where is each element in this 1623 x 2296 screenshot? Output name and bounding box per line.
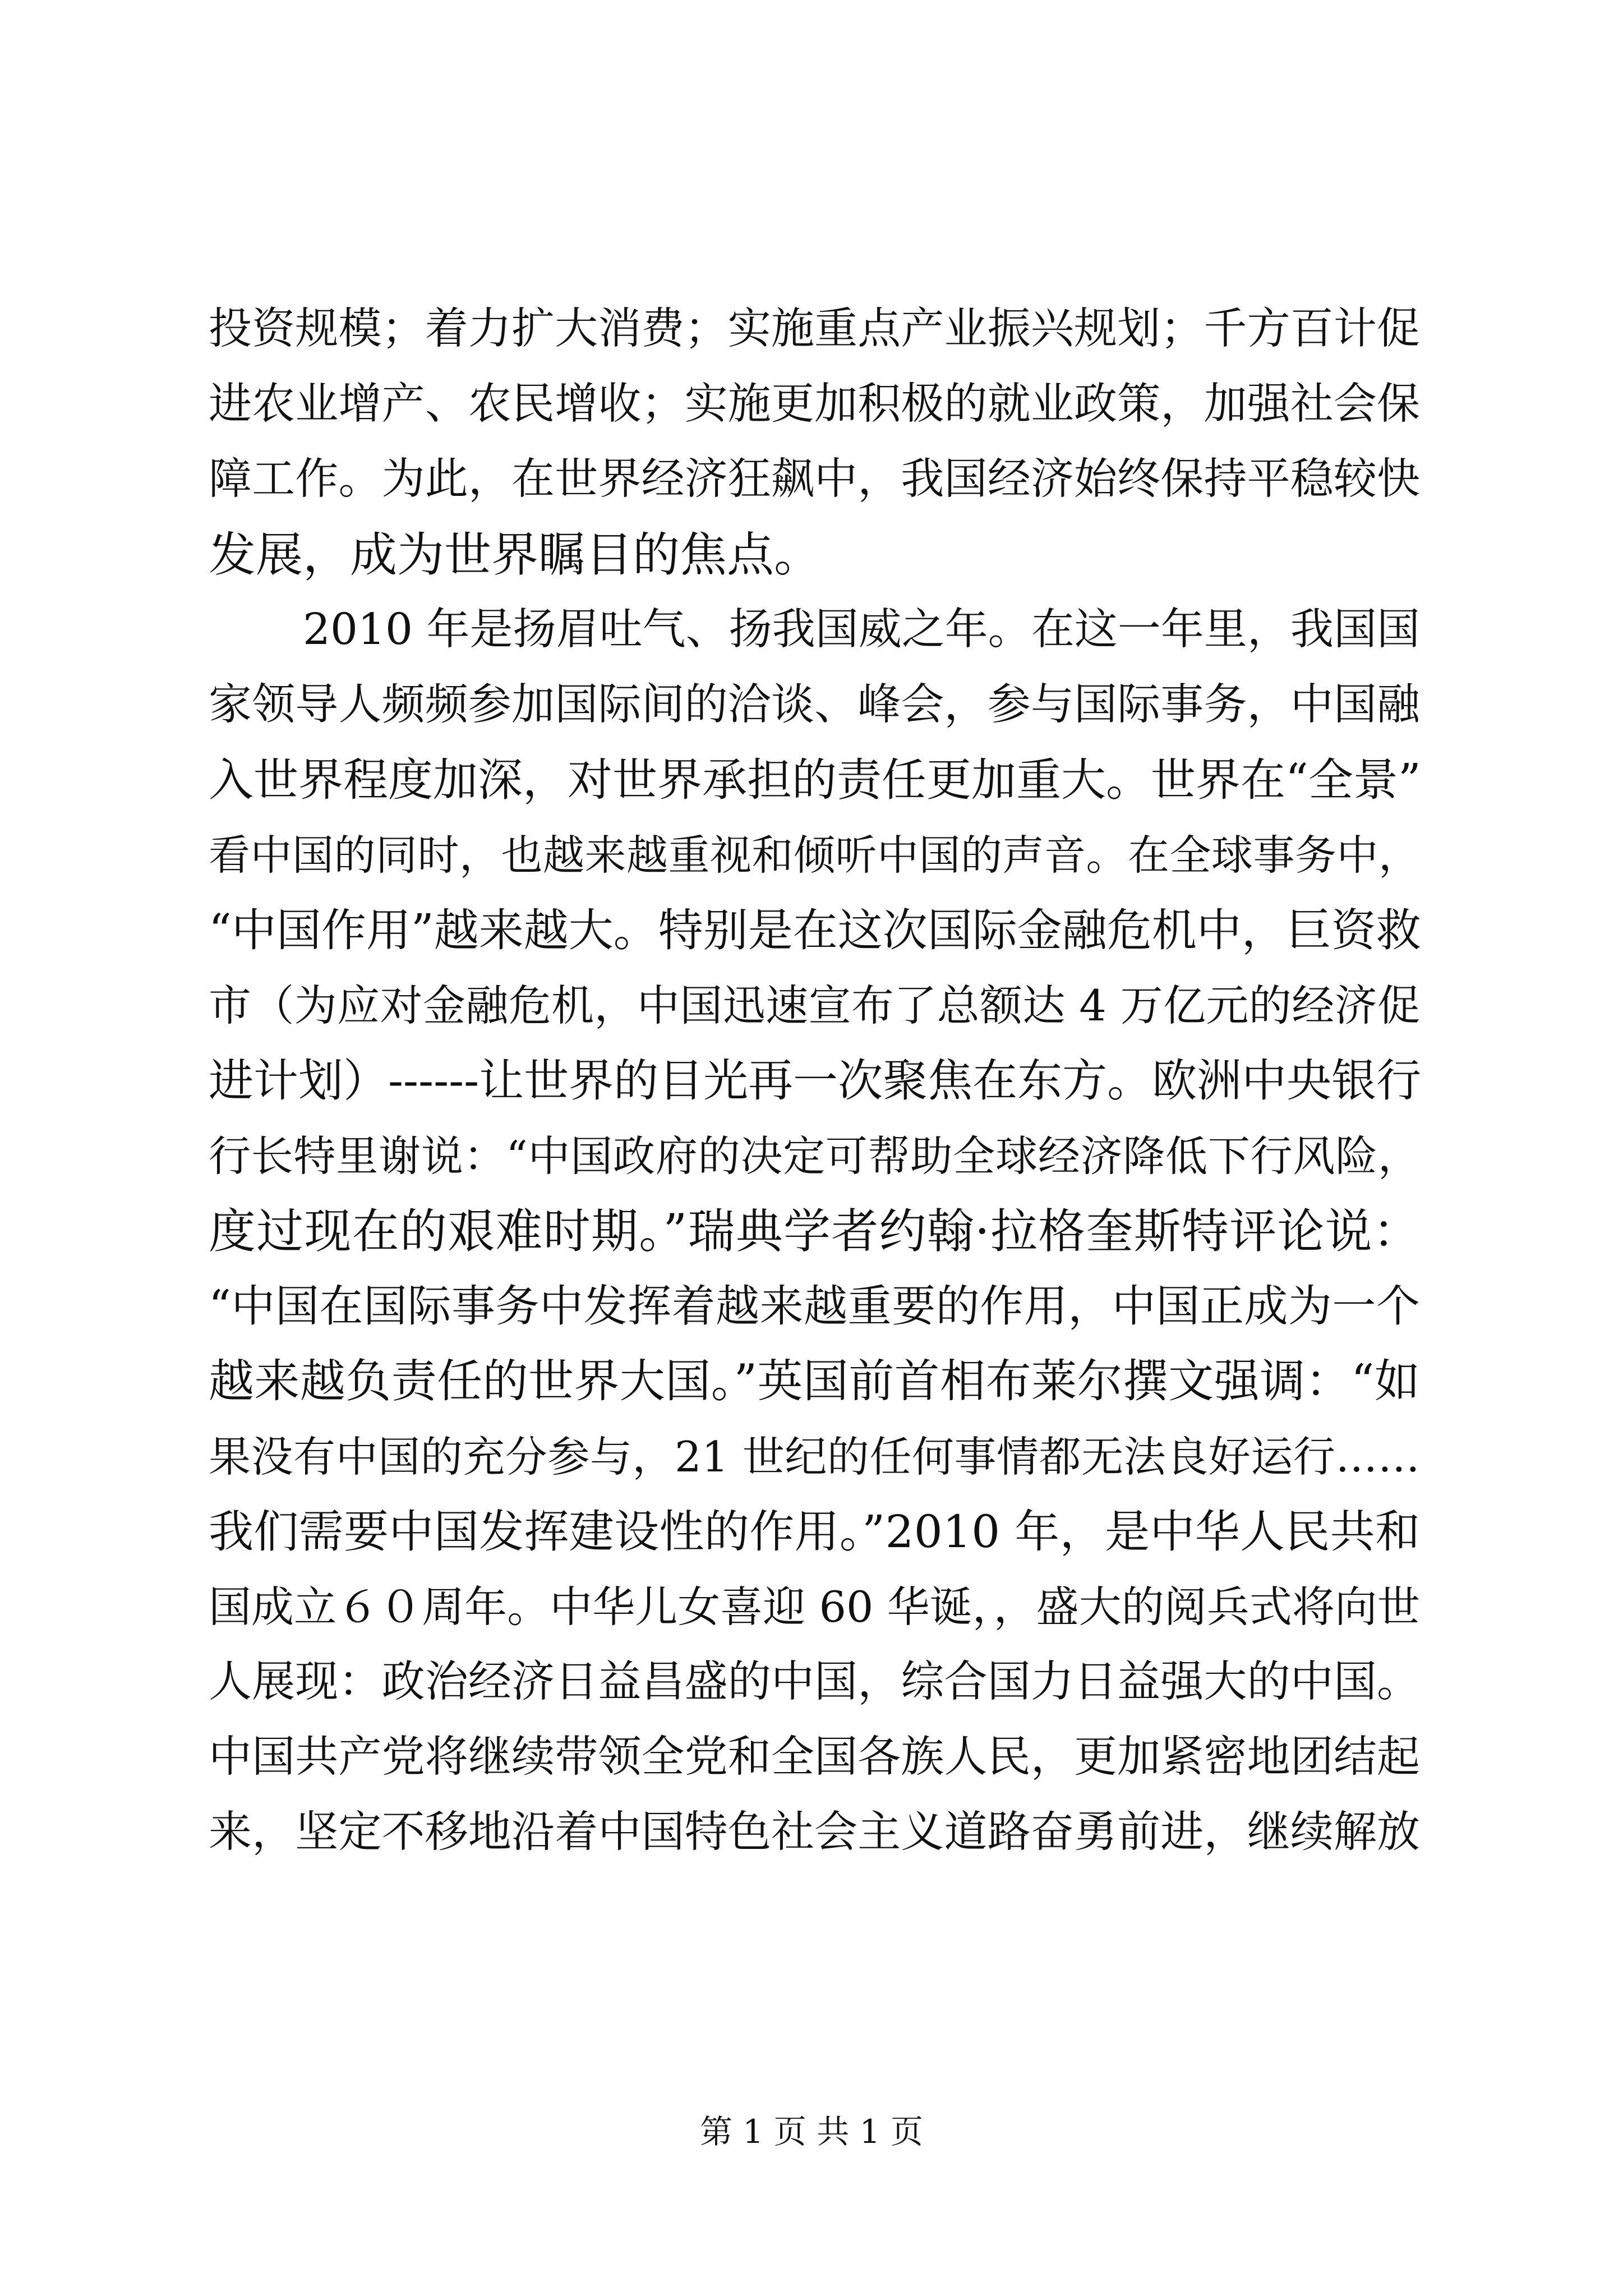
text-line: 人展现：政治经济日益昌盛的中国，综合国力日益强大的中国。	[209, 1657, 1421, 1707]
text-line: “中国在国际事务中发挥着越来越重要的作用，中国正成为一个	[209, 1281, 1421, 1332]
text-line: 度过现在的艰难时期。”瑞典学者约翰·拉格奎斯特评论说：	[209, 1204, 1421, 1259]
body-text	[209, 292, 1420, 1870]
text-line: 国成立６０周年。中华儿女喜迎 60 华诞，，盛大的阅兵式将向世	[209, 1582, 1420, 1632]
text-line: 中国共产党将继续带领全党和全国各族人民，更加紧密地团结起	[209, 1732, 1421, 1782]
text-line: 看中国的同时，也越来越重视和倾听中国的声音。在全球事务中，	[209, 831, 1421, 880]
text-line: 越来越负责任的世界大国。”英国前首相布莱尔撰文强调：“如	[209, 1355, 1421, 1408]
text-line: 进计划）------让世界的目光再一次聚焦在东方。欧洲中央银行	[209, 1055, 1422, 1107]
text-line: 家领导人频频参加国际间的洽谈、峰会，参与国际事务，中国融	[209, 680, 1421, 730]
page-footer: 第 1 页 共 1 页	[700, 2113, 923, 2151]
text-line: 进农业增产、农民增收；实施更加积极的就业政策，加强社会保	[209, 379, 1421, 429]
text-line: 2010 年是扬眉吐气、扬我国威之年。在这一年里，我国国	[303, 605, 1420, 655]
text-line: 果没有中国的充分参与，21 世纪的任何事情都无法良好运行……	[209, 1432, 1421, 1481]
text-line: 障工作。为此，在世界经济狂飙中，我国经济始终保持平稳较快	[209, 454, 1421, 504]
text-line: “中国作用”越来越大。特别是在这次国际金融危机中，巨资救	[209, 904, 1421, 956]
text-line: 发展，成为世界瞩目的焦点。	[209, 527, 822, 582]
text-line: 投资规模；着力扩大消费；实施重点产业振兴规划；千方百计促	[209, 304, 1421, 354]
text-line: 市（为应对金融危机，中国迅速宣布了总额达 4 万亿元的经济促	[209, 981, 1421, 1030]
text-line: 入世界程度加深，对世界承担的责任更加重大。世界在“全景”	[209, 754, 1421, 806]
text-line: 我们需要中国发挥建设性的作用。”2010 年，是中华人民共和	[209, 1506, 1421, 1558]
text-line: 行长特里谢说：“中国政府的决定可帮助全球经济降低下行风险，	[209, 1131, 1421, 1181]
text-line: 来，坚定不移地沿着中国特色社会主义道路奋勇前进，继续解放	[209, 1807, 1421, 1857]
